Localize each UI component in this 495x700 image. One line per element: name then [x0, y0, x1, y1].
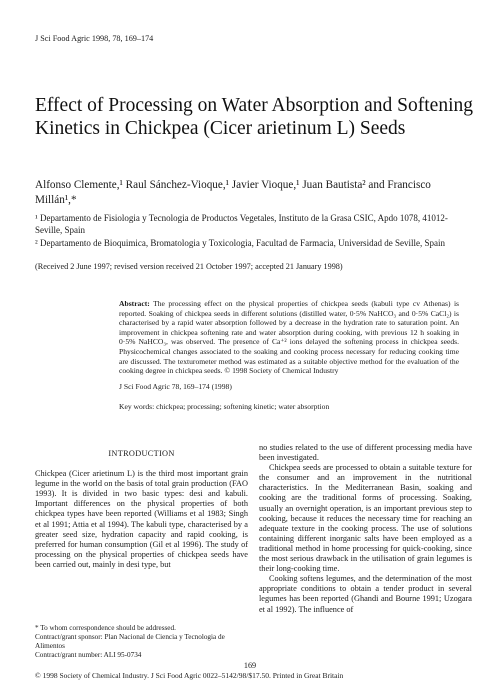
footnote-grant-number: Contract/grant number: ALI 95-0734 — [35, 651, 142, 659]
paper-title: Effect of Processing on Water Absorption and Softening Kinetics in Chickpea (Cicer arietinum L) Seeds — [35, 95, 474, 139]
abstract-text: The processing effect on the physical properties of chickpea seeds (kabuli type cv Athenas) is reported. Soaking of chickpea seeds in different solutions (distilled water, 0·5% NaHCO₃ and 0·5% CaCl₂) is characterised by a rapid water absorption followed by a decrease in the hydration rate to saturation point. An improvement in chickpea softening rate and water absorption during cooking, with previous 12 h soaking in 0·5% NaHCO₃, was observed. The presence of Ca⁺² ions delayed the softening process in chickpea seeds. Physicochemical changes associated to the soaking and cooking process necessary for reducing cooking time are discussed. The texturometer method was estimated as a suitable objective method for the evaluation of the cooking degree in chickpea seeds. © 1998 Society of Chemical Industry — [119, 299, 460, 376]
affiliation-1: ¹ Departamento de Fisiologia y Tecnologia de Productos Vegetales, Instituto de la Grasa CSIC, Apdo 1078, 41012-Seville, Spain — [35, 213, 448, 236]
footer-copyright: © 1998 Society of Chemical Industry. J Sci Food Agric 0022–5142/98/$17.50. Printed in Great Britain — [35, 671, 344, 680]
received-dates: (Received 2 June 1997; revised version received 21 October 1997; accepted 21 January 1998) — [35, 262, 343, 271]
footnote-grant-sponsor: Contract/grant sponsor: Plan Nacional de Ciencia y Tecnologia de Alimentos — [35, 633, 225, 650]
body-paragraph: Cooking softens legumes, and the determination of the most appropriate conditions to obtain a tender product in several legumes has been reported (Ghandi and Bourne 1991; Uzogara et al 1992). The influence of — [259, 574, 472, 614]
page-number: 169 — [243, 661, 257, 670]
affiliation-2: ² Departamento de Bioquimica, Bromatologia y Toxicologia, Facultad de Farmacia, Universidad de Seville, Spain — [35, 238, 446, 248]
body-column-left — [35, 449, 248, 570]
keywords: Key words: chickpea; processing; softening kinetic; water absorption — [119, 402, 330, 411]
body-column-right — [259, 443, 472, 615]
footnote-corresponding: * To whom correspondence should be addressed. — [35, 624, 176, 632]
footnotes — [35, 624, 248, 660]
body-paragraph: Chickpea (Cicer arietinum L) is the third most important grain legume in the world on the basis of total grain production (FAO 1993). It is divided in two basic types: desi and kabuli. Important differences on the physical properties of both chickpea types have been reported (Williams et al 1983; Singh et al 1991; Attia et al 1994). The kabuli type, characterised by a greater seed size, hydration capacity and rapid cooking, is preferred for human consumption (Gil et al 1996). The study of processing on the physical properties of chickpea seeds have been carried out, mainly in desi type, but — [35, 469, 248, 569]
abstract — [119, 299, 459, 376]
abstract-label: Abstract: — [119, 299, 150, 308]
abstract-citation: J Sci Food Agric 78, 169–174 (1998) — [119, 382, 232, 391]
body-paragraph: Chickpea seeds are processed to obtain a suitable texture for the consumer and an improvement in the nutritional characteristics. In the Mediterranean Basin, soaking and cooking are the traditional forms of processing. Soaking, usually an overnight operation, is an important previous step to cooking, because it reduces the necessary time for reaching an adequate texture in the cooking process. The use of solutions containing different inorganic salts have been employed as a traditional method in home processing for quick-cooking, since the most serious drawback in the utilisation of grain legumes is their long-cooking time. — [259, 463, 472, 574]
section-heading-introduction: INTRODUCTION — [108, 449, 175, 458]
journal-reference: J Sci Food Agric 1998, 78, 169–174 — [35, 34, 154, 43]
body-paragraph: no studies related to the use of different processing media have been investigated. — [259, 443, 472, 463]
author-list: Alfonso Clemente,¹ Raul Sánchez-Vioque,¹ Javier Vioque,¹ Juan Bautista² and Francisco Millán¹,* — [35, 179, 431, 206]
